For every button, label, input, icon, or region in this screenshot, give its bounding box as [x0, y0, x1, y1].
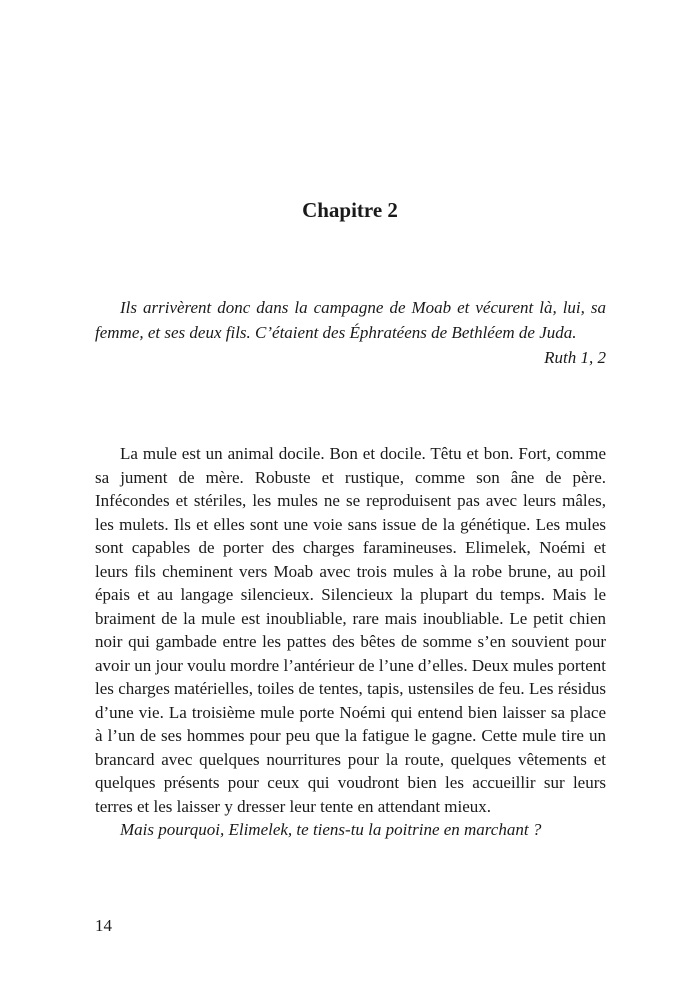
body-paragraph-italic: Mais pourquoi, Elimelek, te tiens-tu la poitrine en marchant ? [120, 820, 542, 839]
chapter-body [95, 442, 606, 842]
epigraph [95, 295, 606, 370]
epigraph-quote: Ils arrivèrent donc dans la campagne de Moab et vécurent là, lui, sa femme, et ses deux fils. C’étaient des Éphratéens de Bethléem de Juda. [95, 298, 606, 342]
chapter-title: Chapitre 2 [302, 198, 398, 222]
body-paragraph: La mule est un animal docile. Bon et docile. Têtu et bon. Fort, comme sa jument de mère. Robuste et rustique, comme son âne de père. Infécondes et stériles, les mules ne se reproduisent pas avec leurs mâles, les mulets. Ils et elles sont une voie sans issue de la génétique. Les mules sont capables de porter des charges faramineuses. Elimelek, Noémi et leurs fils cheminent vers Moab avec trois mules à la robe brune, au poil épais et au langage silencieux. Silencieux la plupart du temps. Mais le braiment de la mule est inoubliable, rare mais inoubliable. Le petit chien noir qui gambade entre les pattes des bêtes de somme s’en souvient pour avoir un jour voulu mordre l’antérieur de l’une d’elles. Deux mules portent les charges matérielles, toiles de tentes, tapis, ustensiles de feu. Les résidus d’une vie. La troisième mule porte Noémi qui entend bien laisser sa place à l’un de ses hommes pour peu que la fatigue le gagne. Cette mule tire un brancard avec quelques nourritures pour la route, quelques vêtements et quelques présents pour ceux qui voudront bien les accueillir sur leurs terres et les laisser y dresser leur tente en attendant mieux. [95, 444, 606, 816]
page-number: 14 [95, 916, 112, 935]
epigraph-source: Ruth 1, 2 [544, 348, 606, 367]
